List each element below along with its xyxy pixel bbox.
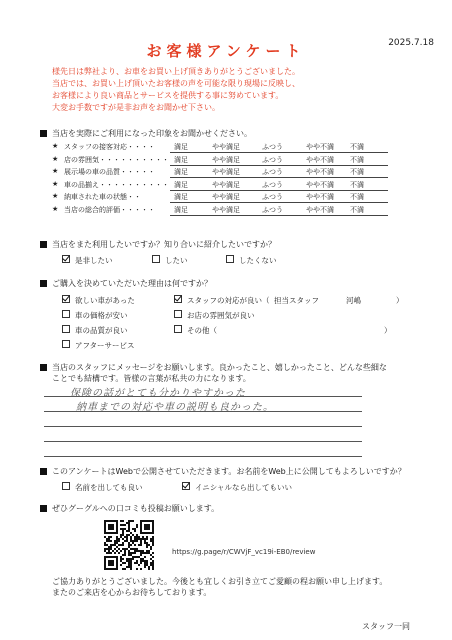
q3-reason-label: お店の雰囲気が良い [187, 311, 255, 320]
star-icon: ★ [52, 204, 59, 213]
q1-option-3[interactable]: やや不満 [306, 193, 334, 201]
q1-rating-row [52, 180, 432, 191]
q1-rating-row [52, 192, 432, 203]
q1-option-4[interactable]: 不満 [350, 205, 364, 214]
q1-row-underline [170, 202, 388, 203]
q1-row-underline [170, 190, 388, 191]
comment-rule-line [44, 396, 362, 397]
q1-option-2[interactable]: ふつう [262, 168, 283, 176]
q1-option-4[interactable]: 不満 [350, 143, 364, 151]
comment-rule-line [44, 441, 362, 442]
checkbox-checked[interactable] [62, 255, 70, 263]
section-square-icon [40, 468, 47, 475]
q5-title-text: このアンケートはWebで公開させていただきます。お名前をWeb上に公開してもよろしいですか？ [52, 467, 406, 476]
q2-option-yes[interactable] [152, 255, 188, 266]
survey-date: 2025.7.18 [388, 38, 434, 48]
qr-code-icon[interactable] [104, 520, 154, 570]
q1-item-label: 納車された車の状態・・ [64, 193, 141, 201]
q1-title [40, 128, 252, 139]
checkbox[interactable] [62, 310, 70, 318]
q1-item-label: 当店の総合的評価・・・・・ [64, 205, 155, 214]
q1-option-4[interactable]: 不満 [350, 180, 364, 189]
q3-reason-atmosphere[interactable] [174, 310, 255, 321]
checkbox[interactable] [62, 325, 70, 333]
q1-option-1[interactable]: やや満足 [212, 155, 240, 164]
q1-item-label: 店の雰囲気・・・・・・・・・・ [64, 155, 169, 164]
comment-rule-line [44, 426, 362, 427]
checkbox[interactable] [152, 255, 160, 263]
q6-title-text: ぜひグーグルへの口コミも投稿お願いします。 [52, 504, 220, 513]
section-square-icon [40, 364, 47, 371]
q3-title-text: ご購入を決めていただいた理由は何ですか？ [52, 279, 212, 288]
section-square-icon [40, 130, 47, 137]
q3-reason-other[interactable] [174, 325, 217, 336]
q1-rating-row [52, 205, 432, 216]
checkbox[interactable] [62, 340, 70, 348]
q2-option-no[interactable] [226, 255, 277, 266]
checkbox[interactable] [174, 325, 182, 333]
intro-line: お客様により良い商品とサービスを提供する事に努めています。 [52, 91, 284, 100]
q1-option-2[interactable]: ふつう [262, 180, 283, 189]
q3-other-close-paren: ） [384, 326, 392, 335]
q1-option-1[interactable]: やや満足 [212, 193, 240, 201]
q1-option-0[interactable]: 満足 [174, 205, 188, 214]
q1-row-underline [170, 152, 388, 153]
q2-option-definitely[interactable] [62, 255, 113, 266]
section-square-icon [40, 280, 47, 287]
checkbox-checked[interactable] [182, 482, 190, 490]
q1-rating-row [52, 155, 432, 166]
q1-option-3[interactable]: やや不満 [306, 168, 334, 176]
star-icon: ★ [52, 142, 59, 150]
q3-staff-label: 担当スタッフ [274, 296, 319, 305]
q4-title [40, 362, 387, 373]
section-square-icon [40, 241, 47, 248]
q1-option-3[interactable]: やや不満 [306, 180, 334, 189]
q5-option-fullname[interactable] [62, 482, 143, 493]
checkbox-checked[interactable] [174, 295, 182, 303]
star-icon: ★ [52, 167, 59, 175]
q1-option-4[interactable]: 不満 [350, 193, 364, 201]
q3-reason-label: その他（ [187, 326, 217, 335]
star-icon: ★ [52, 154, 59, 163]
q2-option-label: したくない [239, 256, 277, 265]
q3-staff-name: 河嶋 [346, 296, 361, 305]
q5-option-label: 名前を出しても良い [75, 483, 143, 492]
checkbox[interactable] [62, 482, 70, 490]
q5-option-label: イニシャルなら出してもいい [195, 483, 293, 492]
q3-reason-label: 欲しい車があった [75, 296, 135, 305]
section-square-icon [40, 505, 47, 512]
checkbox-checked[interactable] [62, 295, 70, 303]
thanks-line: ご協力ありがとうございました。今後とも宜しくお引き立てご愛顧の程お願い申し上げます。 [52, 577, 388, 586]
intro-line: 当店では、お買い上げ頂いたお客様の声を可能な限り現場に反映し、 [52, 79, 300, 88]
q3-reason-aftercare[interactable] [62, 340, 134, 351]
q1-rating-row [52, 142, 432, 153]
q3-reason-label: スタッフの対応が良い（ [187, 296, 270, 305]
q1-option-0[interactable]: 満足 [174, 193, 188, 201]
intro-line: 大変お手数ですが是非お声をお聞かせ下さい。 [52, 103, 220, 112]
q1-item-label: 展示場の車の品質・・・・・ [64, 168, 155, 176]
q1-option-1[interactable]: やや満足 [212, 180, 240, 189]
q2-title-text: 当店をまた利用したいですか？知り合いに紹介したいですか？ [52, 240, 276, 249]
checkbox[interactable] [226, 255, 234, 263]
q1-option-1[interactable]: やや満足 [212, 143, 240, 151]
star-icon: ★ [52, 192, 59, 200]
q3-reason-staff[interactable] [174, 295, 270, 306]
q1-option-4[interactable]: 不満 [350, 168, 364, 176]
q1-option-2[interactable]: ふつう [262, 155, 283, 164]
q3-reason-label: 車の価格が安い [75, 311, 128, 320]
q1-item-label: スタッフの接客対応・・・・ [64, 143, 155, 151]
q1-option-2[interactable]: ふつう [262, 205, 283, 214]
signature: スタッフ一同 [362, 622, 410, 631]
q2-option-label: したい [165, 256, 188, 265]
handwritten-comment-line: 保険の話がとても分かりやすかった [70, 388, 246, 399]
q4-title-text: 当店のスタッフにメッセージをお願いします。良かったこと、嬉しかったこと、どんな些細な [52, 363, 387, 372]
q1-option-2[interactable]: ふつう [262, 193, 283, 201]
q3-reason-label: アフターサービス [75, 341, 135, 350]
q3-title [40, 278, 212, 289]
q1-option-0[interactable]: 満足 [174, 180, 188, 189]
q1-row-underline [170, 215, 388, 216]
q1-option-3[interactable]: やや不満 [306, 205, 334, 214]
q1-option-0[interactable]: 満足 [174, 143, 188, 151]
q1-option-0[interactable]: 満足 [174, 168, 188, 176]
q1-row-underline [170, 165, 388, 166]
q1-rating-row [52, 167, 432, 178]
q1-option-3[interactable]: やや不満 [306, 143, 334, 151]
q1-option-0[interactable]: 満足 [174, 155, 188, 164]
q6-title [40, 503, 219, 514]
q1-title-text: 当店を実際にご利用になった印象をお聞かせください。 [52, 129, 252, 138]
q2-option-label: 是非したい [75, 256, 113, 265]
q1-item-label: 車の品揃え・・・・・・・・・・ [64, 180, 169, 189]
q4-title-line2: ことでも結構です。皆様の言葉が私共の力になります。 [52, 374, 251, 383]
q3-reason-price[interactable] [62, 310, 128, 321]
q5-title [40, 466, 406, 477]
q1-option-1[interactable]: やや満足 [212, 205, 240, 214]
q5-option-initials[interactable] [182, 482, 292, 493]
q3-reason-label: 車の品質が良い [75, 326, 128, 335]
intro-line: 様先日は弊社より、お車をお買い上げ頂きありがとうございました。 [52, 67, 300, 76]
review-url[interactable]: https://g.page/r/CWVjF_vc19i-EB0/review [172, 548, 316, 556]
q3-close-paren: ） [396, 296, 404, 305]
q3-reason-quality[interactable] [62, 325, 128, 336]
q1-option-3[interactable]: やや不満 [306, 155, 334, 164]
intro-text [52, 66, 432, 114]
q1-row-underline [170, 177, 388, 178]
q1-option-2[interactable]: ふつう [262, 143, 283, 151]
handwritten-comment-line: 納車までの対応や車の説明も良かった。 [76, 402, 274, 413]
q1-option-1[interactable]: やや満足 [212, 168, 240, 176]
checkbox[interactable] [174, 310, 182, 318]
q1-option-4[interactable]: 不満 [350, 155, 364, 164]
star-icon: ★ [52, 179, 59, 188]
thanks-line: またのご来店を心からお待ちしております。 [52, 588, 212, 597]
q2-title [40, 239, 276, 250]
thanks-message [52, 576, 387, 598]
comment-rule-line [44, 456, 362, 457]
page-title: お客様アンケート [146, 42, 306, 60]
comment-rule-line [44, 411, 362, 412]
q3-reason-car[interactable] [62, 295, 135, 306]
